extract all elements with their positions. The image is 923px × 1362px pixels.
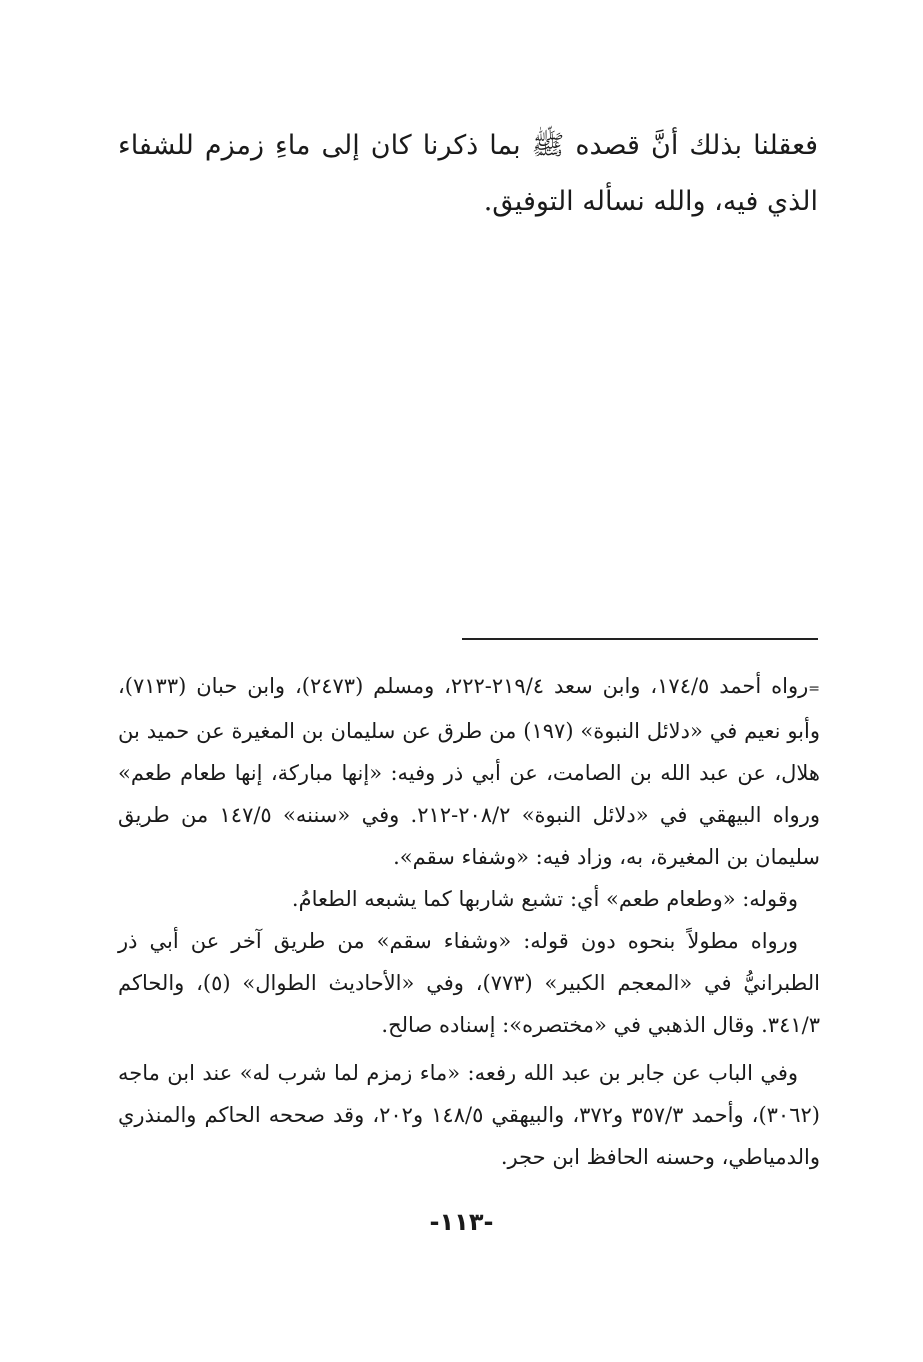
main-text-block (118, 118, 818, 230)
footnote-paragraph: وقوله: «وطعام طعم» أي: تشبع شاربها كما يشبعه الطعامُ. (291, 887, 798, 911)
footnotes-block (118, 665, 820, 1178)
main-paragraph: فعقلنا بذلك أنَّ قصده ﷺ بما ذكرنا كان إلى ماءِ زمزم للشفاء الذي فيه، والله نسأله التوفيق. (118, 130, 818, 217)
footnote-paragraph: ورواه مطولاً بنحوه دون قوله: «وشفاء سقم» من طريق آخر عن أبي ذر الطبرانيُّ في «المعجم الكبير» (٧٧٣)، وفي «الأحاديث الطوال» (٥)، والحاكم ٣٤١/٣. وقال الذهبي في «مختصره»: إسناده صالح. (118, 929, 820, 1037)
footnote-paragraph-text: رواه أحمد ١٧٤/٥، وابن سعد ٢١٩/٤-٢٢٢، ومسلم (٢٤٧٣)، وابن حبان (٧١٣٣)، وأبو نعيم في «دلائل النبوة» (١٩٧) من طرق عن سليمان بن المغيرة عن حميد بن هلال، عن عبد الله بن الصامت، عن أبي ذر وفيه: «إنها مباركة، إنها طعام طعم» ورواه البيهقي في «دلائل النبوة» ٢٠٨/٢-٢١٢. وفي «سننه» ١٤٧/٥ من طريق سليمان بن المغيرة، به، وزاد فيه: «وشفاء سقم». (118, 674, 820, 869)
footnote-paragraph: وفي الباب عن جابر بن عبد الله رفعه: «ماء زمزم لما شرب له» عند ابن ماجه (٣٠٦٢)، وأحمد ٣٥٧/٣ و٣٧٢، والبيهقي ١٤٨/٥ و٢٠٢، وقد صححه الحاكم والمنذري والدمياطي، وحسنه الحافظ ابن حجر. (118, 1061, 820, 1169)
footnote-continuation-mark: = (808, 681, 820, 697)
footnote-paragraph (118, 665, 820, 878)
footnote-separator-rule (462, 638, 818, 640)
page-number: -١١٣- (429, 1208, 494, 1236)
